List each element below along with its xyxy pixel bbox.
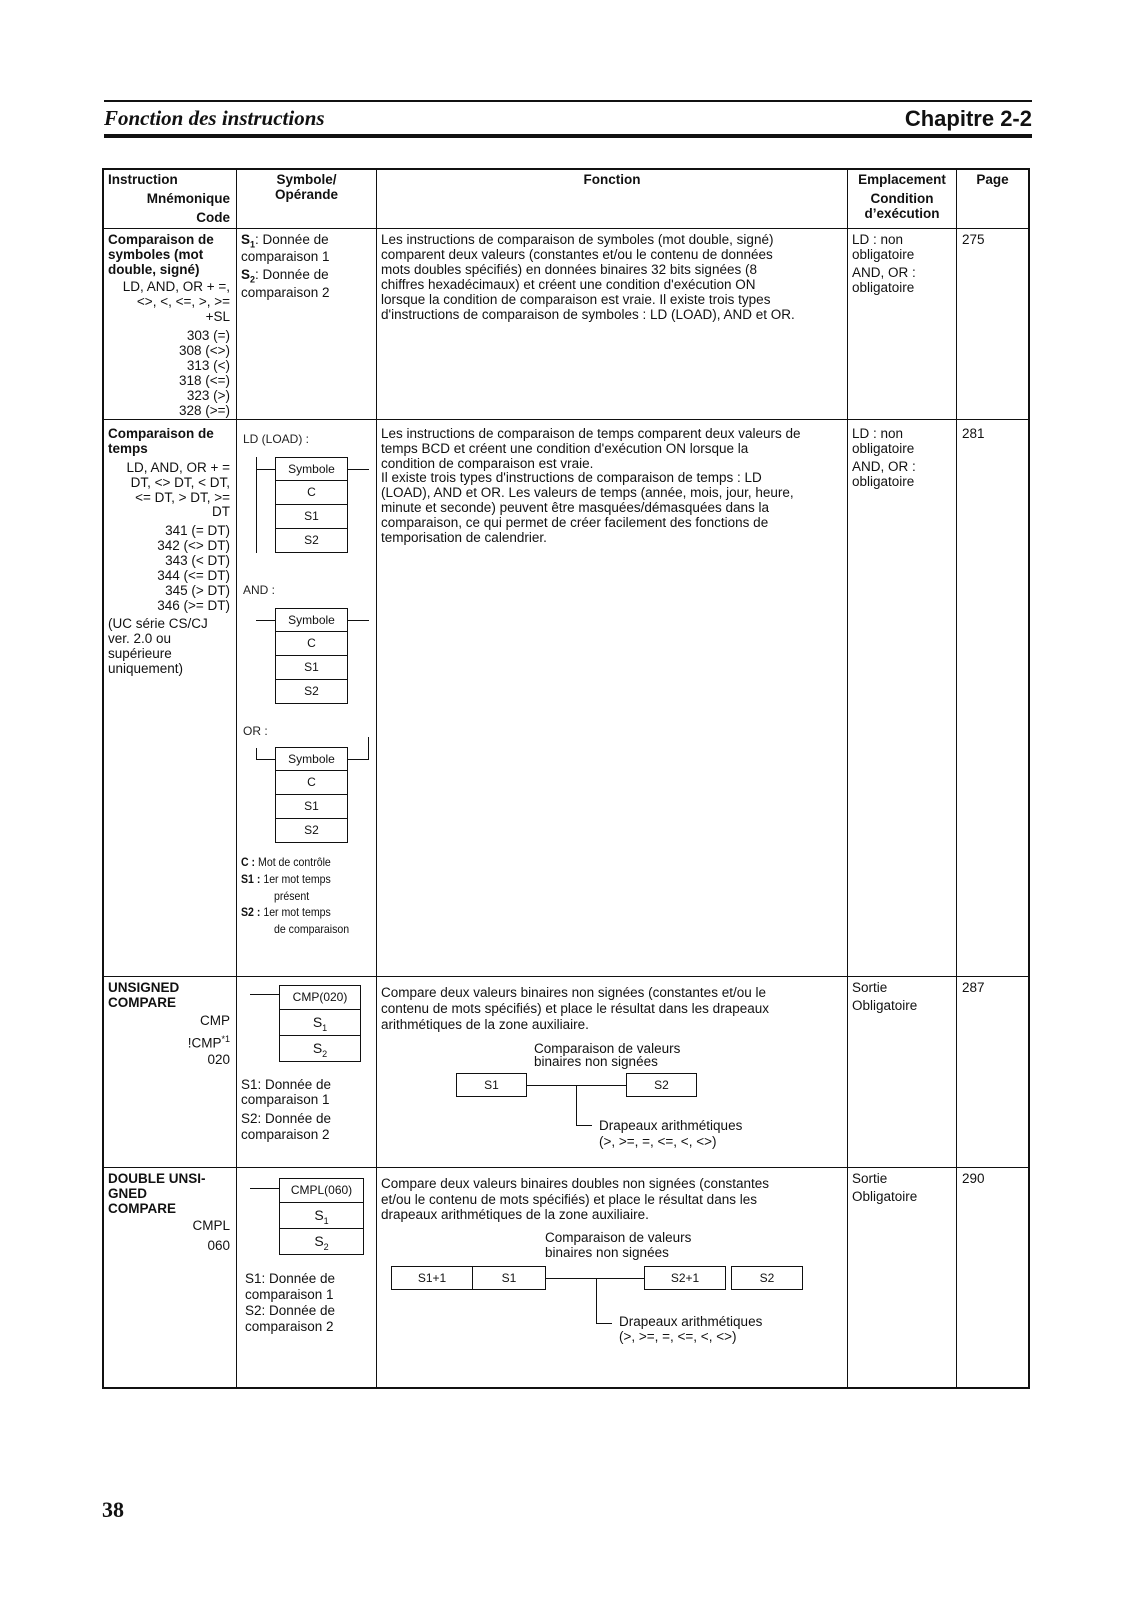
result-line — [576, 1125, 592, 1126]
section-title: Fonction des instructions — [104, 106, 325, 130]
function-code: 341 (= DT) — [165, 523, 230, 538]
flags-label: Drapeaux arithmétiques — [599, 1118, 743, 1133]
header-rule-bottom — [104, 134, 1032, 138]
symbol-box: Symbole — [275, 457, 348, 481]
mnemonic: LD, AND, OR + =, — [122, 279, 230, 294]
operand-s1-desc: S1: Donnée de — [241, 1077, 332, 1092]
diagram-title: binaires non signées — [534, 1054, 658, 1069]
function-code: 343 (< DT) — [165, 553, 230, 568]
operand-s2-desc: S2: Donnée de — [241, 1111, 332, 1126]
ladder-wire — [256, 759, 276, 760]
ladder-wire — [347, 620, 369, 621]
operand-box-s2: $S_2$ — [279, 1228, 364, 1255]
header-code-label: Code — [196, 210, 230, 225]
exec-condition: Obligatoire — [852, 1189, 918, 1204]
function-code: 345 (> DT) — [165, 583, 230, 598]
version-note: uniquement) — [108, 661, 184, 676]
operand-s1-desc: comparaison 1 — [241, 249, 330, 264]
function-text: Les instructions de comparaison de temps comparent deux valeurs de — [381, 426, 801, 441]
flags-label: Drapeaux arithmétiques — [619, 1314, 763, 1329]
exec-condition: Sortie — [852, 980, 888, 995]
function-code: 313 (<) — [186, 358, 230, 373]
operand-s2-desc: comparaison 2 — [241, 285, 330, 300]
compare-box-s1: S1 — [456, 1073, 527, 1097]
flags-label: (>, >=, =, <=, <, <>) — [619, 1329, 737, 1344]
exec-condition: AND, OR : — [852, 459, 916, 474]
instruction-table — [102, 168, 1030, 1389]
exec-condition: AND, OR : — [852, 265, 916, 280]
col-divider — [236, 170, 237, 1387]
legend-s1: S1 : 1er mot temps — [241, 872, 331, 886]
function-text: comparaison, ce qui permet de créer facilement des fonctions de — [381, 515, 769, 530]
header-operande: Opérande — [274, 187, 339, 202]
instruction-name: Comparaison de — [108, 232, 214, 247]
operand-box-s1: S1 — [275, 794, 348, 819]
instruction-name: Comparaison de — [108, 426, 214, 441]
mnemonic: +SL — [205, 309, 230, 324]
header-execution: d’exécution — [864, 206, 940, 221]
col-divider — [376, 170, 377, 1387]
operand-box-s2: S2 — [275, 818, 348, 843]
exec-condition: obligatoire — [852, 280, 915, 295]
exec-condition: LD : non — [852, 232, 904, 247]
function-code: 328 (>=) — [178, 403, 230, 418]
compare-box-s2: S2 — [626, 1073, 697, 1097]
function-text: (LOAD), AND et OR. Les valeurs de temps (année, mois, jour, heure, — [381, 485, 794, 500]
function-text: temps BCD et créent une condition d'exécution ON lorsque la — [381, 441, 749, 456]
function-text: comparent deux valeurs (constantes et/ou le contenu de données — [381, 247, 773, 262]
mnemonic: DT — [212, 504, 230, 519]
or-label: OR : — [243, 724, 268, 738]
operand-box-c: C — [275, 480, 348, 505]
exec-condition: LD : non — [852, 426, 904, 441]
diagram-title: Comparaison de valeurs — [534, 1041, 681, 1056]
page-number: 38 — [102, 1497, 124, 1522]
ladder-wire — [347, 469, 369, 470]
exec-condition: obligatoire — [852, 474, 915, 489]
function-text: Compare deux valeurs binaires non signées (constantes et/ou le — [381, 985, 766, 1000]
function-text: condition de comparaison est vraie. — [381, 456, 594, 471]
function-code: 318 (<=) — [178, 373, 230, 388]
symbol-box: Symbole — [275, 747, 348, 771]
legend-s1-cont: présent — [274, 889, 310, 903]
operand-box-s2: S2 — [275, 679, 348, 704]
function-code: 308 (<>) — [178, 343, 230, 358]
function-code: 060 — [207, 1238, 230, 1253]
mnemonic-immediate: !CMP$^{*1}$ — [187, 1034, 230, 1051]
mnemonic: <>, <, <=, >, >= — [136, 294, 230, 309]
operand-s2-desc: S2: Donnée de — [245, 1303, 336, 1318]
instruction-name: COMPARE — [108, 1201, 177, 1216]
diagram-title: Comparaison de valeurs — [545, 1230, 692, 1245]
function-text: temporisation de calendrier. — [381, 530, 547, 545]
page-ref: 287 — [962, 980, 985, 995]
legend-s2-cont: de comparaison — [274, 922, 350, 936]
version-note: ver. 2.0 ou — [108, 631, 172, 646]
instruction-name: temps — [108, 441, 148, 456]
operand-box-s1: S1 — [275, 504, 348, 529]
function-text: contenu de mots spécifiés) et place le résultat dans les drapeaux — [381, 1001, 769, 1016]
operand-box-s2: $S_2$ — [279, 1035, 361, 1062]
exec-condition: obligatoire — [852, 441, 915, 456]
instruction-name: UNSIGNED — [108, 980, 180, 995]
operand-s1-desc: comparaison 1 — [241, 1092, 330, 1107]
function-code: 342 (<> DT) — [157, 538, 230, 553]
compare-arrow — [546, 1278, 644, 1279]
diagram-title: binaires non signées — [545, 1245, 669, 1260]
operand-box-c: C — [275, 631, 348, 656]
result-line — [596, 1278, 597, 1323]
legend-s2: S2 : 1er mot temps — [241, 905, 331, 919]
compare-box-s2-high: S2+1 — [644, 1266, 726, 1290]
function-code: 020 — [207, 1052, 230, 1067]
page-ref: 281 — [962, 426, 985, 441]
instruction-name: double, signé) — [108, 262, 200, 277]
row-divider — [104, 976, 1028, 977]
function-text: lorsque la condition de comparaison est vraie. Il existe trois types — [381, 292, 771, 307]
page-ref: 290 — [962, 1171, 985, 1186]
header-mnemonique-label: Mnémonique — [146, 191, 230, 206]
function-text: minute et seconde) peuvent être masquées/démasquées dans la — [381, 500, 769, 515]
function-text: mots doubles spécifiés) en données binaires 32 bits signées (8 — [381, 262, 757, 277]
col-divider — [956, 170, 957, 1387]
operand-s2-desc: comparaison 2 — [241, 1127, 330, 1142]
row-divider — [104, 228, 1028, 229]
compare-box-s1-high: S1+1 — [391, 1266, 473, 1290]
function-text: Compare deux valeurs binaires doubles non signées (constantes — [381, 1176, 769, 1191]
instruction-name: COMPARE — [108, 995, 177, 1010]
flags-label: (>, >=, =, <=, <, <>) — [599, 1134, 717, 1149]
mnemonic: DT, <> DT, < DT, — [130, 475, 230, 490]
ld-label: LD (LOAD) : — [243, 432, 310, 446]
exec-condition: Obligatoire — [852, 998, 918, 1013]
function-text: Il existe trois types d'instructions de comparaison de temps : LD — [381, 470, 762, 485]
page-ref: 275 — [962, 232, 985, 247]
operand-box-s1: $S_1$ — [279, 1202, 364, 1229]
instruction-name: GNED — [108, 1186, 148, 1201]
version-note: supérieure — [108, 646, 172, 661]
row-divider — [104, 419, 1028, 420]
operand-s2-desc: comparaison 2 — [245, 1319, 334, 1334]
function-text: d'instructions de comparaison de symboles : LD (LOAD), AND et OR. — [381, 307, 795, 322]
function-code: 323 (>) — [186, 388, 230, 403]
function-text: et/ou le contenu de mots spécifiés) et place le résultat dans les — [381, 1192, 757, 1207]
ladder-wire — [256, 469, 276, 470]
operand-box-s1: $S_1$ — [279, 1009, 361, 1036]
operand-s1: $S_1$: Donnée de — [241, 232, 329, 250]
instruction-name: DOUBLE UNSI- — [108, 1171, 206, 1186]
ladder-rail — [256, 457, 257, 553]
mnemonic: LD, AND, OR + = — [126, 460, 230, 475]
operand-s2: $S_2$: Donnée de — [241, 267, 329, 285]
function-code: 303 (=) — [186, 328, 230, 343]
header-emplacement: Emplacement — [858, 172, 946, 187]
operand-box-s1: S1 — [275, 655, 348, 680]
function-code: 346 (>= DT) — [157, 598, 230, 613]
mnemonic: <= DT, > DT, >= — [135, 490, 230, 505]
chapter-label: Chapitre 2-2 — [904, 106, 1032, 131]
legend-c: C : Mot de contrôle — [241, 855, 331, 869]
compare-box-s2: S2 — [731, 1266, 803, 1290]
row-divider — [104, 1167, 1028, 1168]
header-rule-top — [104, 100, 1032, 102]
ladder-wire — [250, 994, 280, 995]
and-label: AND : — [243, 583, 276, 597]
ladder-wire — [256, 620, 276, 621]
exec-condition: Sortie — [852, 1171, 888, 1186]
instruction-box: CMP(020) — [279, 985, 361, 1010]
operand-s1-desc: comparaison 1 — [245, 1287, 334, 1302]
instruction-name: symboles (mot — [108, 247, 204, 262]
operand-box-c: C — [275, 770, 348, 795]
version-note: (UC série CS/CJ — [108, 616, 208, 631]
mnemonic: CMP — [200, 1013, 230, 1028]
function-text: drapeaux arithmétiques de la zone auxiliaire. — [381, 1207, 649, 1222]
ladder-wire — [347, 759, 369, 760]
exec-condition: obligatoire — [852, 247, 915, 262]
ladder-wire — [250, 1188, 280, 1189]
mnemonic: CMPL — [192, 1218, 230, 1233]
header-fonction: Fonction — [583, 172, 641, 187]
compare-box-s1: S1 — [472, 1266, 546, 1290]
function-text: Les instructions de comparaison de symboles (mot double, signé) — [381, 232, 774, 247]
symbol-box: Symbole — [275, 608, 348, 632]
col-divider — [847, 170, 848, 1387]
ladder-rail — [368, 737, 369, 760]
result-line — [576, 1085, 577, 1125]
function-text: arithmétiques de la zone auxiliaire. — [381, 1017, 589, 1032]
operand-s1-desc: S1: Donnée de — [245, 1271, 336, 1286]
header-page: Page — [976, 172, 1009, 187]
result-line — [596, 1323, 612, 1324]
header-instruction-label: Instruction — [108, 172, 178, 187]
function-code: 344 (<= DT) — [157, 568, 230, 583]
instruction-box: CMPL(060) — [279, 1178, 364, 1203]
operand-box-s2: S2 — [275, 528, 348, 553]
header-symbole: Symbole/ — [276, 172, 337, 187]
header-condition: Condition — [870, 191, 934, 206]
function-text: chiffres hexadécimaux) et créent une condition d'exécution ON — [381, 277, 756, 292]
